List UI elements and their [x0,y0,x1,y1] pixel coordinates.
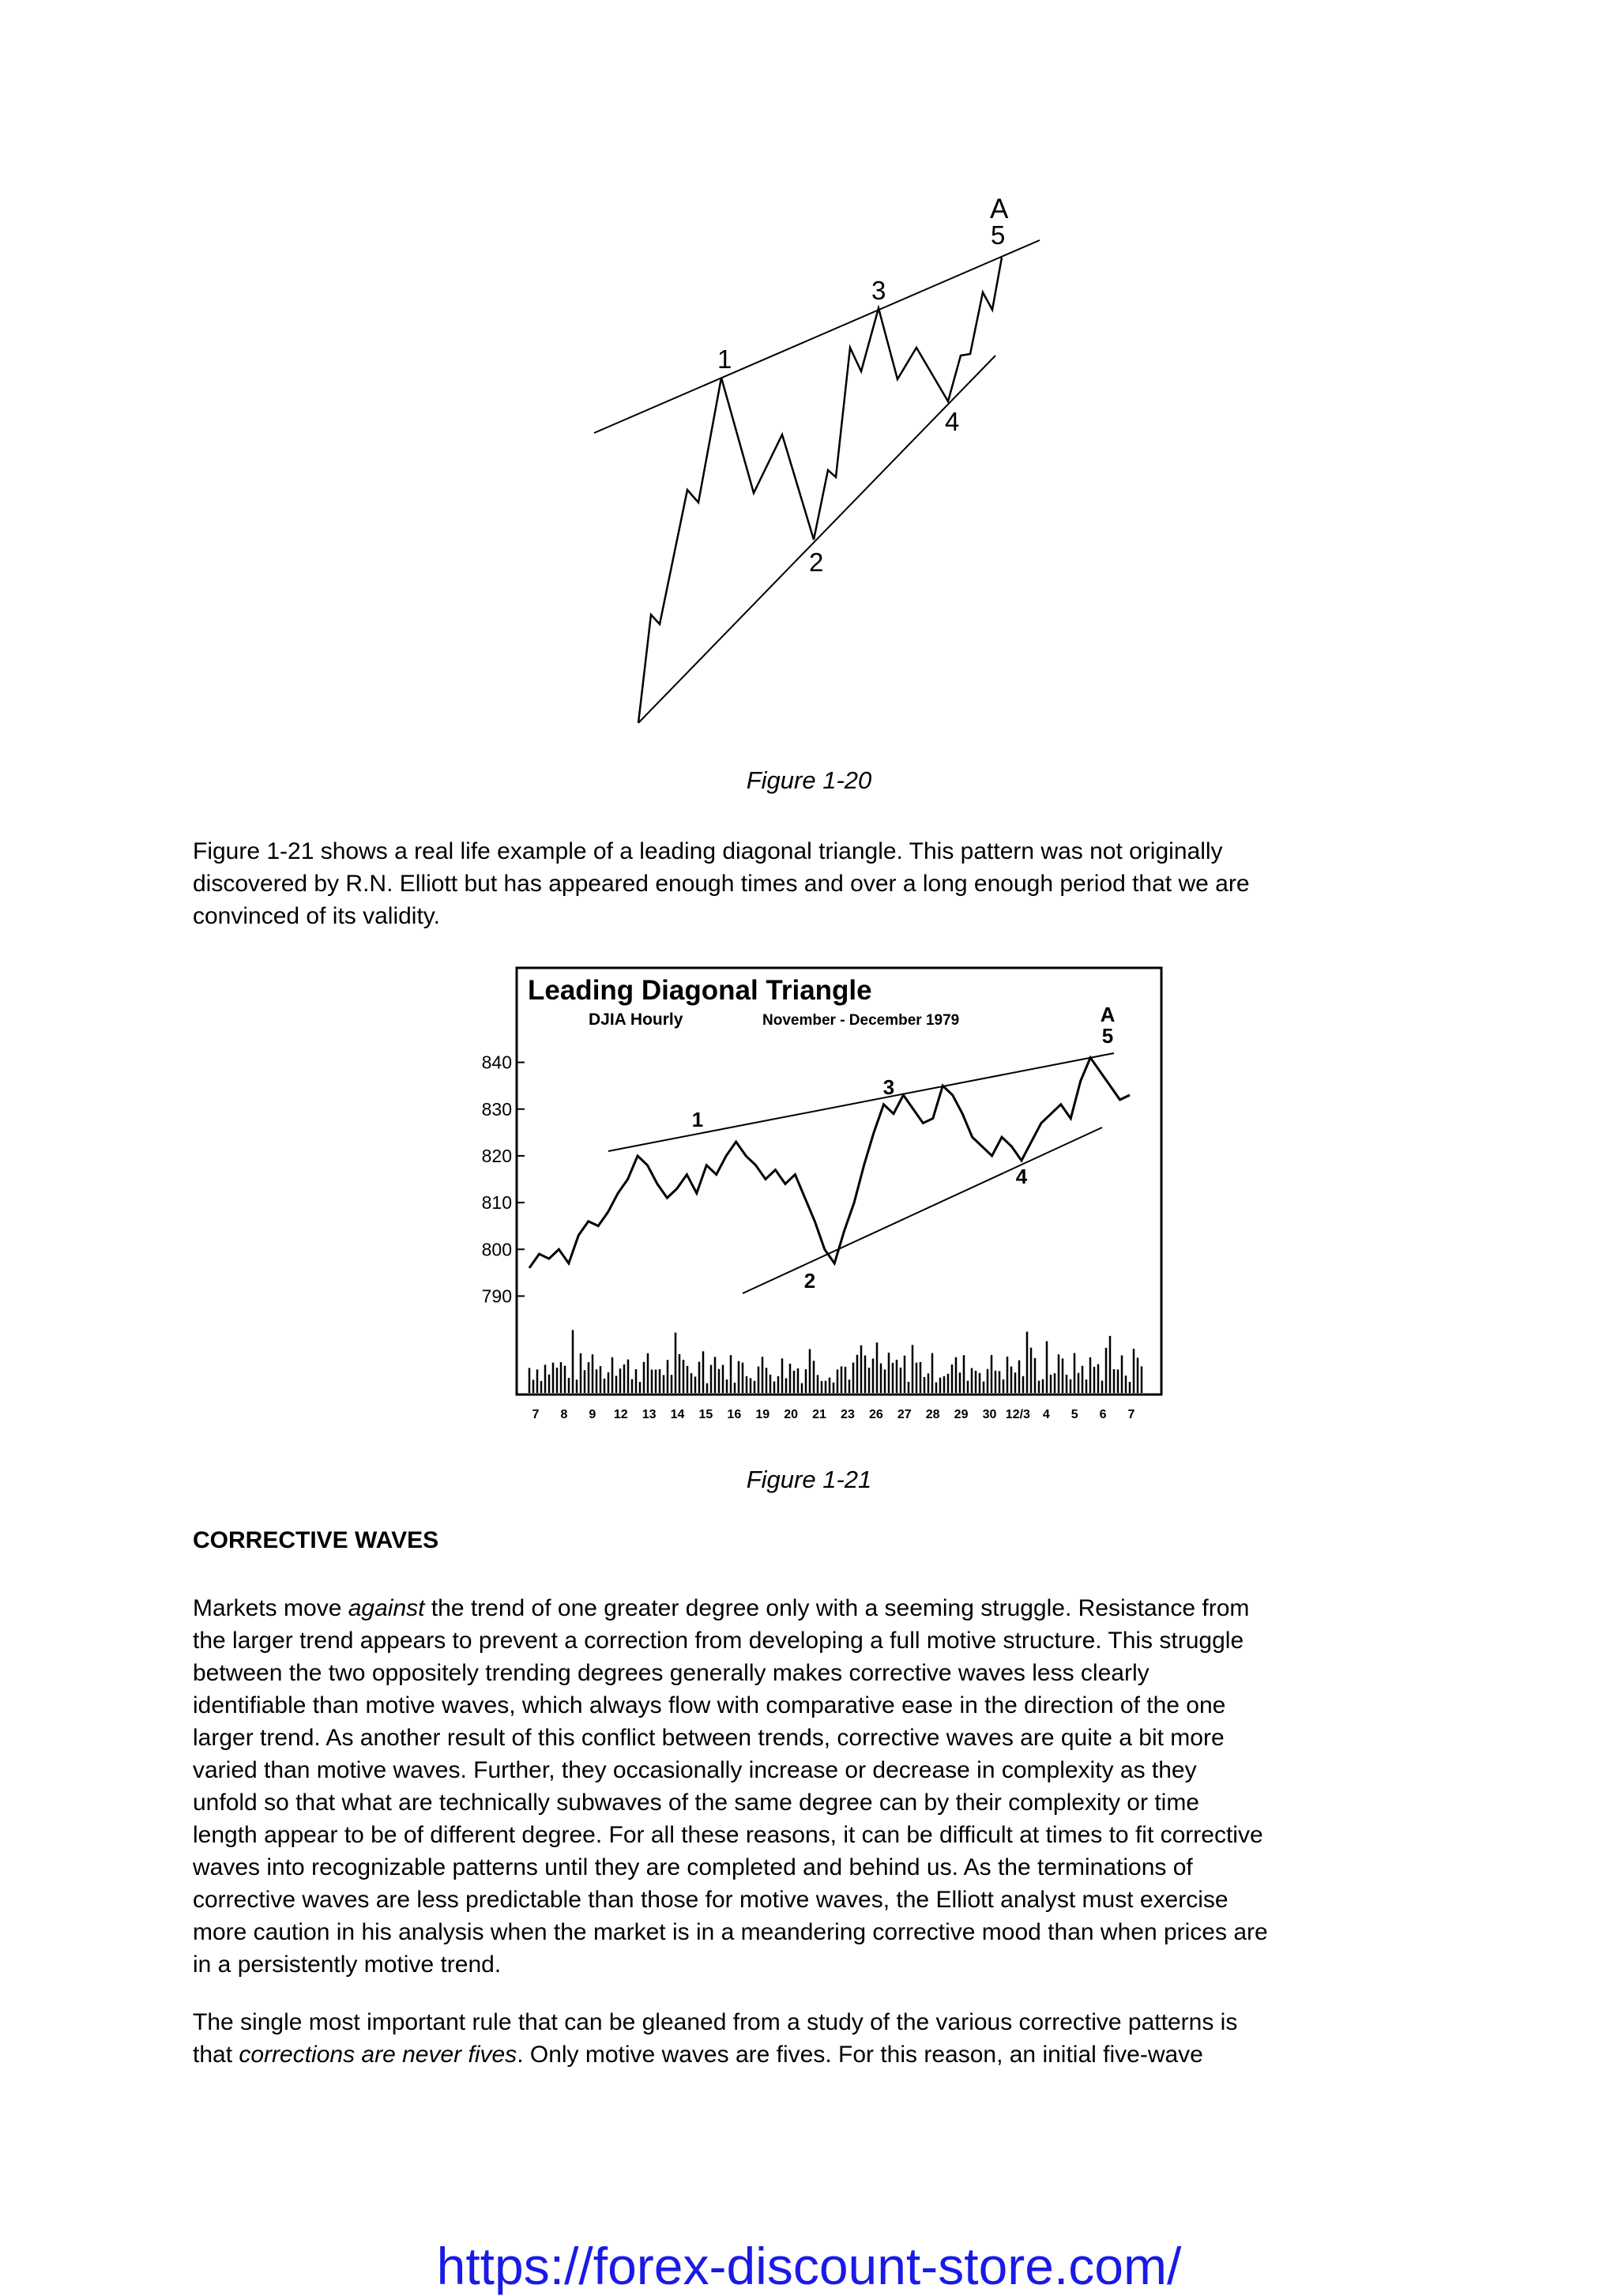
x-tick-label: 28 [925,1408,940,1421]
x-axis [532,1408,1135,1421]
x-tick-label: 8 [560,1408,568,1421]
wave-label-3: 3 [871,276,886,305]
rule-line-2-post: . Only motive waves are fives. For this reason, an initial five-wave [517,2042,1203,2068]
figure-1-21-caption: Figure 1-21 [746,1466,872,1493]
y-tick-label: 790 [481,1285,512,1307]
figure-1-20-diagram [585,182,1043,735]
wave-label-1: 1 [691,1108,704,1131]
corrective-line-5: larger trend. As another result of this conflict between trends, corrective waves are quite a bit more [193,1725,1225,1751]
wave-label-4: 4 [1015,1165,1028,1188]
chart-frame [517,968,1161,1395]
wave-label-5: 5 [991,220,1006,250]
corrective-paragraph [193,1592,1441,1981]
x-tick-label: 16 [727,1408,742,1421]
x-tick-label: 6 [1099,1408,1107,1421]
y-tick-label: 830 [481,1098,512,1120]
wave-label-A: A [990,194,1009,224]
x-tick-label: 29 [954,1408,969,1421]
footer-website-link[interactable]: https://forex-discount-store.com/ [436,2237,1182,2295]
x-tick-label: 12 [613,1408,628,1421]
x-tick-label: 9 [589,1408,596,1421]
wave-label-3: 3 [882,1075,895,1099]
x-tick-label: 19 [755,1408,770,1421]
x-tick-label: 4 [1042,1408,1050,1421]
x-tick-label: 14 [670,1408,685,1421]
y-tick-label: 800 [481,1239,512,1260]
intro-paragraph [193,835,1441,932]
rule-line-2-pre: that [193,2042,239,2068]
wave-label-A: A [1100,1003,1116,1026]
x-tick-label: 20 [784,1408,799,1421]
x-tick-label: 13 [642,1408,657,1421]
x-tick-label: 5 [1071,1408,1078,1421]
corrective-line-6: varied than motive waves. Further, they occasionally increase or decrease in complexity as they [193,1757,1197,1783]
x-tick-label: 21 [812,1408,826,1421]
corrective-line-7: unfold so that what are technically subwaves of the same degree can by their complexity or time [193,1790,1199,1816]
corrective-line-11: more caution in his analysis when the market is in a meandering corrective mood than when prices are [193,1919,1268,1945]
chart-subtitle: DJIA Hourly [589,1011,683,1029]
corrective-line-12: in a persistently motive trend. [193,1952,502,1978]
chart-title: Leading Diagonal Triangle [528,975,872,1006]
wave-label-2: 2 [803,1269,816,1293]
corrective-waves-heading: CORRECTIVE WAVES [193,1527,439,1553]
x-tick-label: 7 [532,1408,540,1421]
x-tick-label: 7 [1127,1408,1135,1421]
wave-label-1: 1 [717,344,732,374]
wave-label-5: 5 [1101,1024,1114,1048]
chart-period: November - December 1979 [762,1012,960,1029]
wave-path [638,258,1002,723]
y-tick-label: 810 [481,1192,512,1214]
wave-label-2: 2 [809,548,824,577]
figure-1-21-chart [442,952,1177,1430]
corrective-line-10: corrective waves are less predictable than those for motive waves, the Elliott analyst must exercise [193,1887,1229,1913]
y-tick-label: 820 [481,1145,512,1166]
corrective-line-2: the larger trend appears to prevent a correction from developing a full motive structure. This struggle [193,1628,1244,1654]
x-tick-label: 12/3 [1005,1408,1030,1421]
corrective-line-1-em: against [348,1595,425,1621]
corrective-line-9: waves into recognizable patterns until they are completed and behind us. As the terminations of [193,1854,1193,1880]
y-tick-label: 840 [481,1052,512,1073]
x-tick-label: 23 [841,1408,855,1421]
wave-label-4: 4 [945,407,960,436]
corrective-line-1-pre: Markets move [193,1595,348,1621]
x-tick-label: 27 [897,1408,912,1421]
x-tick-label: 30 [982,1408,997,1421]
rule-line-1: The single most important rule that can be gleaned from a study of the various corrective patterns is [193,2009,1238,2035]
intro-line-3: convinced of its validity. [193,903,440,929]
x-tick-label: 26 [868,1408,883,1421]
rule-line-2-em: corrections are never fives [239,2042,517,2068]
corrective-line-3: between the two oppositely trending degrees generally makes corrective waves less clearly [193,1660,1150,1686]
intro-line-1: Figure 1-21 shows a real life example of a leading diagonal triangle. This pattern was not originally [193,838,1223,864]
corrective-line-8: length appear to be of different degree. For all these reasons, it can be difficult at times to fit corrective [193,1822,1263,1848]
corrective-line-4: identifiable than motive waves, which always flow with comparative ease in the direction of the one [193,1692,1226,1718]
x-tick-label: 15 [698,1408,713,1421]
intro-line-2: discovered by R.N. Elliott but has appeared enough times and over a long enough period that we are [193,871,1250,897]
corrective-line-1-post: the trend of one greater degree only with a seeming struggle. Resistance from [424,1595,1250,1621]
lower-trendline [638,356,995,723]
rule-paragraph [193,2006,1441,2071]
figure-1-20-caption: Figure 1-20 [746,766,872,794]
